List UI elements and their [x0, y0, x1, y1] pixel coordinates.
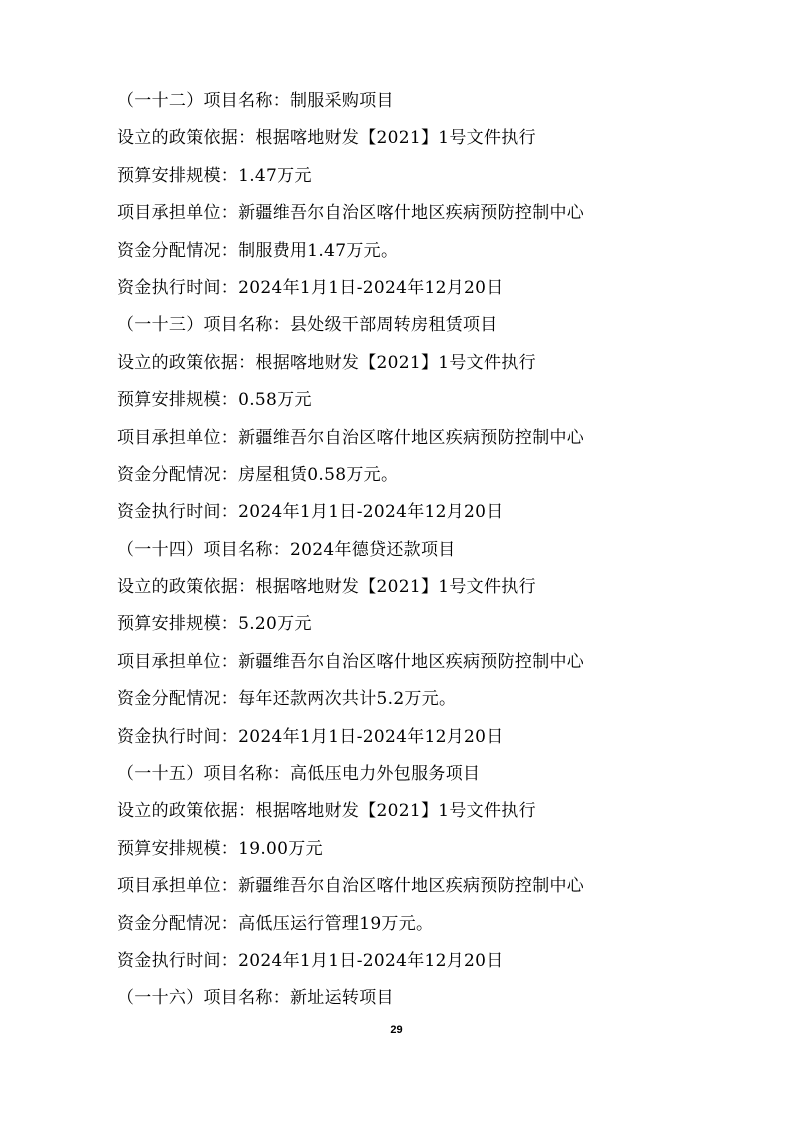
project-12-unit: 项目承担单位：新疆维吾尔自治区喀什地区疾病预防控制中心 — [117, 203, 585, 224]
project-15-policy-basis: 设立的政策依据：根据喀地财发【2021】1号文件执行 — [117, 801, 536, 822]
project-13-allocation: 资金分配情况：房屋租赁0.58万元。 — [117, 464, 399, 485]
project-15-budget: 预算安排规模：19.00万元 — [117, 838, 323, 859]
project-13-budget: 预算安排规模：0.58万元 — [117, 390, 312, 411]
project-12-execution-time: 资金执行时间：2024年1月1日-2024年12月20日 — [117, 277, 504, 298]
project-15-unit: 项目承担单位：新疆维吾尔自治区喀什地区疾病预防控制中心 — [117, 876, 585, 897]
project-14-budget: 预算安排规模：5.20万元 — [117, 614, 312, 635]
project-14-execution-time: 资金执行时间：2024年1月1日-2024年12月20日 — [117, 726, 504, 747]
project-14-policy-basis: 设立的政策依据：根据喀地财发【2021】1号文件执行 — [117, 577, 536, 598]
project-13-execution-time: 资金执行时间：2024年1月1日-2024年12月20日 — [117, 502, 504, 523]
project-15-heading: （一十五）项目名称：高低压电力外包服务项目 — [117, 764, 481, 785]
project-14-unit: 项目承担单位：新疆维吾尔自治区喀什地区疾病预防控制中心 — [117, 651, 585, 672]
project-12-allocation: 资金分配情况：制服费用1.47万元。 — [117, 240, 399, 261]
project-12-budget: 预算安排规模：1.47万元 — [117, 165, 312, 186]
page-number: 29 — [390, 1024, 403, 1036]
document-body — [117, 86, 737, 1021]
project-15-execution-time: 资金执行时间：2024年1月1日-2024年12月20日 — [117, 950, 504, 971]
project-16-heading: （一十六）项目名称：新址运转项目 — [117, 988, 394, 1009]
project-13-unit: 项目承担单位：新疆维吾尔自治区喀什地区疾病预防控制中心 — [117, 427, 585, 448]
project-14-allocation: 资金分配情况：每年还款两次共计5.2万元。 — [117, 689, 457, 710]
project-13-heading: （一十三）项目名称：县处级干部周转房租赁项目 — [117, 315, 498, 336]
project-13-policy-basis: 设立的政策依据：根据喀地财发【2021】1号文件执行 — [117, 352, 536, 373]
project-12-heading: （一十二）项目名称：制服采购项目 — [117, 91, 394, 111]
project-14-heading: （一十四）项目名称：2024年德贷还款项目 — [117, 539, 456, 560]
project-15-allocation: 资金分配情况：高低压运行管理19万元。 — [117, 913, 434, 934]
project-12-policy-basis: 设立的政策依据：根据喀地财发【2021】1号文件执行 — [117, 128, 536, 149]
